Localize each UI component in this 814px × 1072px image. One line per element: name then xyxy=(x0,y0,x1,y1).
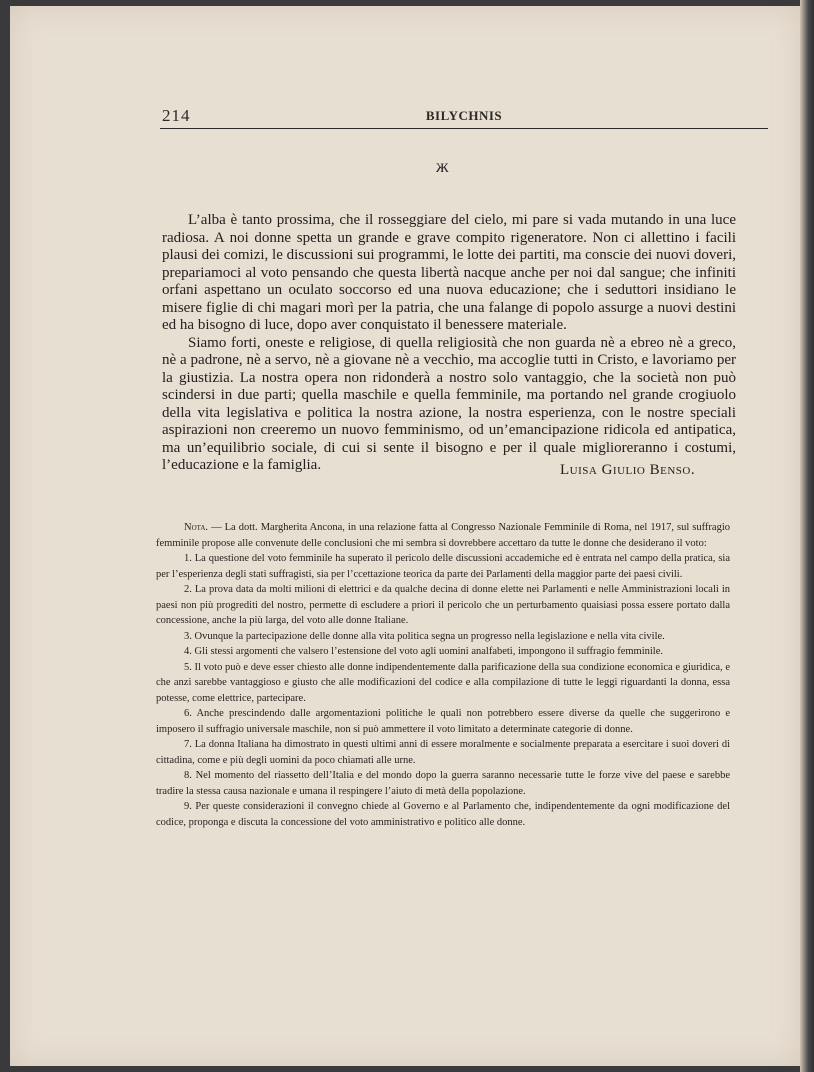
note-item: 2. La prova data da molti milioni di elettrici e da qualche decina di donne elette nei Parlamenti e nelle Amministrazioni locali in paesi non più progrediti del nostro, permette di escludere a priori il pericolo che un perturbamento quaisiasi possa essere portato dalla concessione, anche la più larga, del voto alle donne Italiane. xyxy=(156,584,730,626)
note-item: 4. Gli stessi argomenti che valsero l’estensione del voto agli uomini analfabeti, impongono il suffragio femminile. xyxy=(184,646,664,657)
footnote xyxy=(156,520,730,830)
note-item: 8. Nel momento del riassetto dell’Italia e del mondo dopo la guerra saranno necessarie tutte le forze vive del paese e sarebbe tradire la stessa causa nazionale e umana il respingere l’aiuto di metà della popolazione. xyxy=(156,770,730,797)
note-item: 9. Per queste considerazioni il convegno chiede al Governo e al Parlamento che, indipendentemente da ogni modificazione del codice, proponga e discuta la concessione del voto amministrativo e politico alle donne. xyxy=(156,801,730,828)
ornament-icon: ж xyxy=(436,156,449,176)
page-number: 214 xyxy=(162,106,191,125)
author-signature: Luisa Giulio Benso. xyxy=(560,462,696,478)
note-lead: Nota. xyxy=(184,522,209,533)
body-paragraph: L’alba è tanto prossima, che il rosseggiare del cielo, mi pare si vada mutando in una luce radiosa. A noi donne spetta un grande e grave compito rigeneratore. Non ci allettino i facili plausi dei comizi, le discussioni sui programmi, le lotte dei partiti, ma conscie dei nuovi doveri, prepariamoci al voto pensando che questa libertà nacque anche per noi dal sangue; che infiniti orfani aspettano un oculato soccorso ed una nuova educazione; che i seduttori insidiano le misere figlie di chi magari morì per la patria, che una falange di popolo assurge a nuovi destini ed ha bisogno di luce, dopo aver conquistato il benessere materiale. xyxy=(162,212,736,333)
note-item: 1. La questione del voto femminile ha superato il pericolo delle discussioni accademiche ed è entrata nel campo della pratica, sia per l’esperienza degli stati suffragisti, sia per l’ccettazione teorica da parte dei Parlamenti della maggior parte dei paesi civili. xyxy=(156,553,730,580)
note-intro xyxy=(156,520,730,551)
note-item: 5. Il voto può e deve esser chiesto alle donne indipendentemente dalla parificazione della sua condizione economica e giuridica, e che anzi sarebbe vantaggioso e giusto che alle modificazioni del codice e alla compilazione di tutte le leggi riguardanti la donna, essa potesse, come elettrice, partecipare. xyxy=(156,661,730,704)
note-item: 7. La donna Italiana ha dimostrato in questi ultimi anni di essere moralmente e socialmente preparata a esercitare i suoi doveri di cittadina, come e più degli uomini da poco chiamati alle urne. xyxy=(156,739,730,766)
body-paragraph: Siamo forti, oneste e religiose, di quella religiosità che non guarda nè a ebreo nè a greco, nè a padrone, nè a servo, nè a giovane nè a vecchio, ma accoglie tutti in Cristo, e lavoriamo per la giustizia. La nostra opera non ridonderà a nostro solo vantaggio, che la società non può scindersi in due parti; quella maschile e quella femminile, ma portando nel grande crogiuolo della vita legislativa e politica la nostra azione, la nostra esperienza, con le nostre speciali aspirazioni non creeremo un nuovo femminismo, od un’emancipazione ridicola ed antipatica, ma un’equilibrio sociale, di cui si sente il bisogno e per il quale miglioreranno i costumi, l’educazione e la famiglia. xyxy=(162,334,736,473)
note-item: 6. Anche prescindendo dalle argomentazioni politiche le quali non potrebbero essere diverse da quelle che suggerirono e imposero il suffragio universale maschile, non si può ammettere il voto limitato a determinate categorie di donne. xyxy=(156,708,730,735)
article-body xyxy=(162,212,736,475)
note-intro-text: — La dott. Margherita Ancona, in una relazione fatta al Congresso Nazionale Femminile di Roma, nel 1917, sul suffragio femminile propose alle convenute delle conclusioni che mi sembra si dovrebbere accettaro da tutte le donne che desiderano il voto: xyxy=(156,522,730,549)
running-title: BILYCHNIS xyxy=(425,108,503,123)
page-header xyxy=(160,102,768,129)
note-item: 3. Ovunque la partecipazione delle donne alla vita politica segna un progresso nella legislazione e nella vita civile. xyxy=(184,630,665,642)
book-edge xyxy=(800,0,814,1072)
